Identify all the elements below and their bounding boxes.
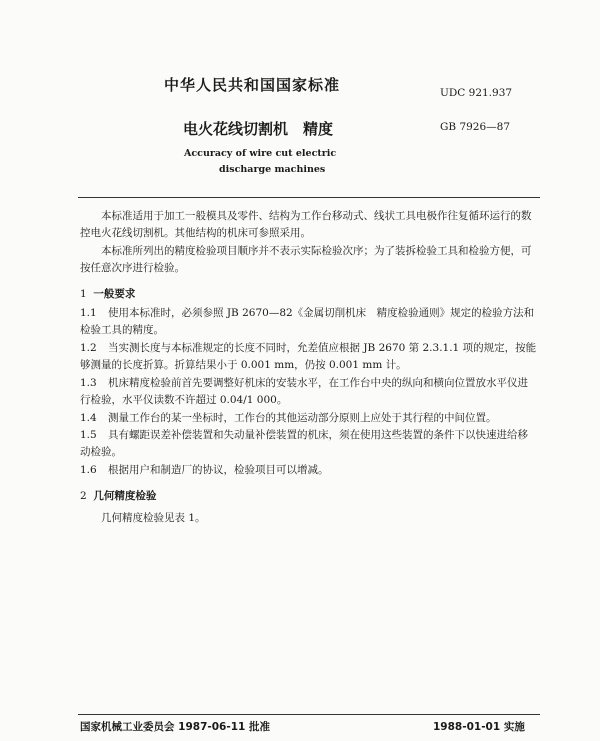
item-number: 1.6 (80, 464, 97, 476)
list-item (80, 340, 538, 374)
item-number: 1.2 (80, 342, 97, 354)
english-title-line-1: Accuracy of wire cut electric (184, 148, 337, 159)
item-number: 1.4 (80, 412, 97, 424)
intro-paragraph-2: 本标准所列出的精度检验项目顺序并不表示实际检验次序；为了装拆检验工具和检验方便，可按任意次序进行检验。 (80, 245, 532, 274)
english-title-line-2: discharge machines (219, 164, 326, 175)
effective-date: 1988-01-01 实施 (433, 721, 525, 733)
intro-paragraph-1: 本标准适用于加工一般模具及零件、结构为工作台移动式、线状工具电极作往复循环运行的数控电火花线切割机。其他结构的机床可参照采用。 (80, 210, 532, 239)
list-item (80, 305, 538, 339)
item-text: 根据用户和制造厂的协议，检验项目可以增减。 (108, 464, 329, 476)
udc-code: UDC 921.937 (440, 87, 513, 99)
item-number: 1.5 (80, 429, 97, 441)
header-divider (78, 197, 540, 198)
list-item (80, 427, 538, 461)
section-1-heading (80, 286, 135, 301)
list-item (80, 410, 538, 427)
section-1-title: 一般要求 (93, 288, 136, 300)
item-number: 1.3 (80, 377, 97, 389)
section-2-number: 2 (80, 490, 87, 502)
country-standard-heading: 中华人民共和国国家标准 (164, 76, 341, 94)
item-number: 1.1 (80, 307, 97, 319)
approval-date: 国家机械工业委员会 1987-06-11 批准 (80, 721, 270, 733)
section-2-heading (80, 488, 156, 503)
item-text: 测量工作台的某一坐标时，工作台的其他运动部分原则上应处于其行程的中间位置。 (108, 412, 497, 424)
section-1-number: 1 (80, 288, 87, 300)
item-text: 当实测长度与本标准规定的长度不同时，允差值应根据 JB 2670 第 2.3.1.1 项的规定，按能够测量的长度折算。折算结果小于 0.001 mm，仍按 0.001 mm 计。 (80, 342, 537, 371)
item-text: 使用本标准时，必须参照 JB 2670—82《金属切削机床 精度检验通则》规定的检验方法和检验工具的精度。 (80, 307, 535, 336)
document-title: 电火花线切割机 精度 (183, 120, 334, 138)
list-item (80, 375, 538, 409)
list-item (80, 462, 538, 479)
item-text: 具有螺距误差补偿装置和失动量补偿装置的机床，须在使用这些装置的条件下以快速进给移动检验。 (80, 429, 528, 458)
gb-standard-number: GB 7926—87 (440, 121, 511, 133)
section-2-title: 几何精度检验 (93, 490, 157, 502)
item-text: 机床精度检验前首先要调整好机床的安装水平，在工作台中央的纵向和横向位置放水平仪进行检验，水平仪读数不许超过 0.04/1 000。 (80, 377, 528, 406)
footer-divider (78, 714, 540, 715)
section-2-body: 几何精度检验见表 1。 (101, 512, 206, 524)
